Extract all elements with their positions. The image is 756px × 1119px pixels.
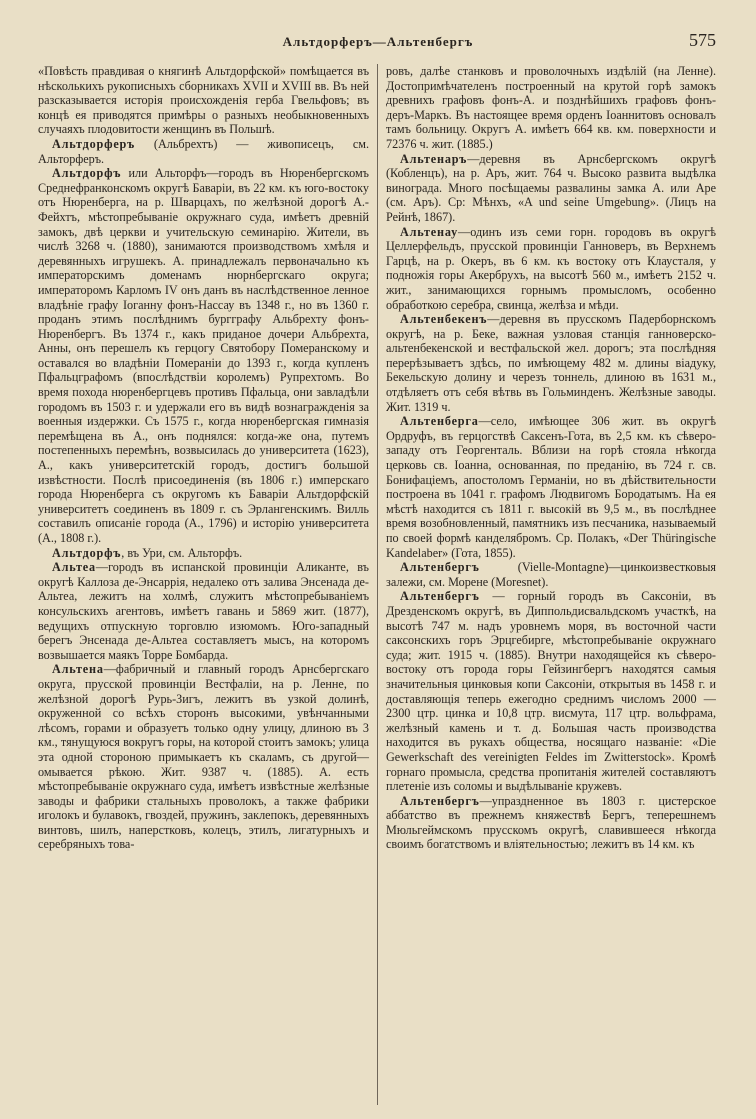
page-header <box>40 30 716 54</box>
entry-text: (Альбрехтъ) — живописецъ, см. Альторферъ. <box>38 136 369 166</box>
dictionary-entry <box>386 225 716 313</box>
dictionary-entry <box>386 312 716 414</box>
dictionary-entry <box>386 152 716 225</box>
dictionary-entry <box>38 546 369 561</box>
entry-text: —деревня въ Арнсбергскомъ округѣ (Кобленцъ), на р. Аръ, жит. 764 ч. Высоко развита выдѣлка винограда. Много посѣщаемы развалины замка А. или Аре (см. Аръ). Ср: Мѣнхъ, «A und seine Umgebung». (Лицъ на Рейнѣ, 1867). <box>386 151 716 224</box>
entry-headword: Альтдорфъ <box>52 166 122 181</box>
dictionary-entry <box>38 560 369 662</box>
entry-headword: Альтенбергъ <box>400 589 480 604</box>
continued-paragraph <box>38 64 369 137</box>
entry-headword: Альтенбергъ <box>400 560 480 575</box>
entry-headword: Альтеа <box>52 560 96 575</box>
entry-headword: Альтдорфъ <box>52 545 122 560</box>
entry-text: — горный городъ въ Саксоніи, въ Дрезденскомъ округѣ, въ Диппольдисвальдскомъ участкѣ, на высотѣ 747 м. надъ уровнемъ моря, въ восточной части саксонскихъ горъ Эрцгебирге, мѣстопребываніе окружнаго суда; жит. 1915 ч. (1885). Внутри находящейся къ сѣверо-востоку отъ города горы Гейзингбергъ находятся самыя значительныя цинковыя копи Саксоніи, открытыя въ 1458 г. и доставляющія теперь ежегодно среднимъ числомъ 2000 — 2300 цтр. цинка и 10,8 цтр. висмута, 117 цтр. вольфрама, желѣзный камень и т. д. Большая часть производства находится въ рукахъ общества, носящаго названіе: «Die Gewerkschaft des vereinigten Feldes im Zwitterstock». Кромѣ горнаго промысла, средства пропитанія жителей составляютъ плетеніе изъ соломы и выдѣлываніе кружевъ. <box>386 589 716 794</box>
page-number: 575 <box>689 30 716 50</box>
left-column <box>38 64 377 1105</box>
dictionary-entry <box>386 589 716 793</box>
entry-text: , въ Ури, см. Альторфъ. <box>121 545 243 560</box>
entry-headword: Альтенаръ <box>400 151 468 166</box>
entry-text: —фабричный и главный городъ Арнсбергскаго округа, прусской провинціи Вестфаліи, на р. Ленне, по желѣзной дорогѣ Рурь-Зигъ, лежитъ въ узкой долинѣ, окруженной со всѣхъ сторонъ высокими, увѣнчанными лѣсомъ, горами и образуетъ только одну улицу, длиною въ 3 км., тянущуюся вокругъ горы, на которой стоитъ замокъ; улица эта одной стороною примыкаетъ къ скаламъ, съ другой—омывается рѣкою. Жит. 9387 ч. (1885). А. есть мѣстопребываніе окружнаго суда, имѣетъ извѣстные желѣзные заводы и фабрики стальныхъ проволокъ, а также фабрики иголокъ и булавокъ, гвоздей, пружинъ, заклепокъ, деревянныхъ винтовъ, шилъ, наперстковъ, колецъ, этилъ, лигатурныхъ и серебряныхъ това- <box>38 662 369 852</box>
entry-headword: Альтенберга <box>400 414 479 429</box>
dictionary-entry <box>386 560 716 589</box>
entry-text: или Альторфъ—городъ въ Нюренбергскомъ Среднефранконскомъ округѣ Баваріи, въ 22 км. къ юго-востоку отъ Нюренберга, на р. Шварцахъ, по желѣзной дорогѣ А.-Фейхтъ, мѣстопребываніе окружнаго суда, имѣетъ древній замокъ, двѣ церкви и учительскую семинарію. Жители, въ числѣ 3268 ч. (1880), занимаются производствомъ хмѣля и деревянныхъ игрушекъ. А. принадлежалъ первоначально къ императорскимъ доменамъ нюрнбергскаго округа; императоромъ Карломъ IV онъ данъ въ наслѣдственное ленное владѣніе графу Іоганну фонъ-Нассау въ 1348 г., но въ 1360 г. проданъ этимъ послѣднимъ бургграфу Альбрехту фонъ-Нюренбергъ. Въ 1374 г., какъ приданое дочери Альбрехта, Анны, онъ перешелъ къ герцогу Святобору Померанскому и оставался во владѣніи Помераніи до 1393 г., когда купленъ Пфальцграфомъ (впослѣдствіи королемъ) Рупрехтомъ. Во время похода нюренбергцевъ противъ Пфальца, они завладѣли городомъ въ 1503 г. и удержали его въ видѣ вознагражденія за военныя издержки. Съ 1575 г., когда нюренбергская гимназія перемѣщена въ А., онъ поднялся: когда-же она, путемъ постепенныхъ перемѣнъ, возвысилась до университета (1623), А., какъ университетскій городъ, достигъ большой извѣстности. Послѣ присоединенія (въ 1806 г.) имперскаго города Нюренберга съ округомъ къ Баваріи Альтдорфскій университетъ соединенъ въ 1809 г. съ Эрлангенскимъ. Вилль составилъ описаніе города (А., 1796) и исторію университета (А., 1808 г.). <box>38 166 369 545</box>
entry-text: «Повѣсть правдивая о княгинѣ Альтдорфской» помѣщается въ нѣсколькихъ рукописныхъ сборникахъ XVII и XVIII вв. Въ ней разсказывается исторія происхожденія герба Гвельфовъ; въ концѣ ея приводятся примѣры о разныхъ необыкновенныхъ случаяхъ плодовитости женщинъ въ Польшѣ. <box>38 64 369 137</box>
right-column <box>377 64 716 1105</box>
running-title: Альтдорферъ—Альтенбергъ <box>282 34 474 49</box>
entry-headword: Альтенау <box>400 224 459 239</box>
entry-text: —упраздненное въ 1803 г. цистерское аббатство въ прежнемъ княжествѣ Бергъ, теперешнемъ Мюльгеймскомъ прусскомъ округѣ, славившееся нѣкогда своимъ богатствомъ и вліятельностью; лежитъ въ 14 км. къ <box>386 793 716 852</box>
dictionary-entry <box>38 137 369 166</box>
entry-headword: Альтенбекенъ <box>400 312 488 327</box>
text-columns <box>38 64 716 1105</box>
dictionary-entry <box>386 794 716 852</box>
dictionary-entry <box>38 662 369 852</box>
entry-headword: Альтдорферъ <box>52 136 136 151</box>
entry-text: ровъ, далѣе станковъ и проволочныхъ издѣлій (на Ленне). Достопримѣчателенъ построенный на крутой горѣ замокъ древнихъ графовъ фонъ-А. и позднѣйшихъ графовъ фонъ-деръ-Маркъ. Въ настоящее время орденъ Іоаннитовъ основалъ тамъ больницу. Округъ А. имѣетъ 664 кв. км. поверхности и 72376 ч. жит. (1885.) <box>386 64 716 151</box>
entry-text: (Vielle-Montagne)—цинкоизвестковыя залежи, см. Морене (Moresnet). <box>386 560 716 589</box>
dictionary-entry <box>38 166 369 545</box>
entry-text: —одинъ изъ семи горн. городовъ въ округѣ Целлерфельдъ, прусской провинціи Ганноверъ, въ Верхнемъ Гарцѣ, на р. Океръ, въ 6 км. къ востоку отъ Клаусталя, у подножія горы Акербрухъ, на высотѣ 560 м., имѣетъ 2152 ч. жит., занимающихся горнымъ промысломъ, особенно обработкою серебра, свинца, желѣза и мѣди. <box>386 224 716 312</box>
entry-text: —городъ въ испанской провинціи Аликанте, въ округѣ Каллоза де-Энсаррія, недалеко отъ залива Энсенада де-Альтеа, лежитъ на холмѣ, служитъ мѣстопребываніемъ консульскихъ агентовъ, имѣетъ гавань и 5869 жит. (1877), ведущихъ отпускную торговлю изюмомъ. Юго-западный берегъ Энсенада де-Альтеа составляетъ мысъ, на которомъ возвышается маякъ Торре Бомбарда. <box>38 560 369 662</box>
continued-paragraph <box>386 64 716 152</box>
dictionary-entry <box>386 414 716 560</box>
entry-text: —деревня въ прусскомъ Падерборнскомъ округѣ, на р. Беке, важная узловая станція ганноверско-альтенбекенской и вестфальской жел. дорогъ; эта послѣдняя перерѣзываетъ здѣсь, по имѣющему 482 м. длины віадуку, Бекельскую долину и черезъ тоннель, длиною въ 1631 м., отдѣляетъ отъ себя вѣтвь въ Гольминденъ. Желѣзные заводы. Жит. 1319 ч. <box>386 312 716 414</box>
entry-text: —село, имѣющее 306 жит. въ округѣ Ордруфъ, въ герцогствѣ Саксенъ-Гота, въ 2,5 км. къ сѣверо-западу отъ Георгенталь. Вблизи на горѣ стояла нѣкогда церковь св. Іоанна, основанная, по преданію, въ 724 г. св. Бонифаціемъ, апостоломъ Германіи, но въ дѣйствительности построена въ 1041 г. графомъ Людвигомъ Бородатымъ. На ея мѣстѣ находится съ 1811 г. высокій въ 9,5 м., въ послѣднее время возобновленный, памятникъ изъ песчаника, называемый по своей формѣ канделябромъ. Ср. Полакъ, «Der Thüringische Kandelaber» (Гота, 1855). <box>386 414 716 560</box>
entry-headword: Альтена <box>52 662 104 677</box>
entry-headword: Альтенбергъ <box>400 793 480 808</box>
